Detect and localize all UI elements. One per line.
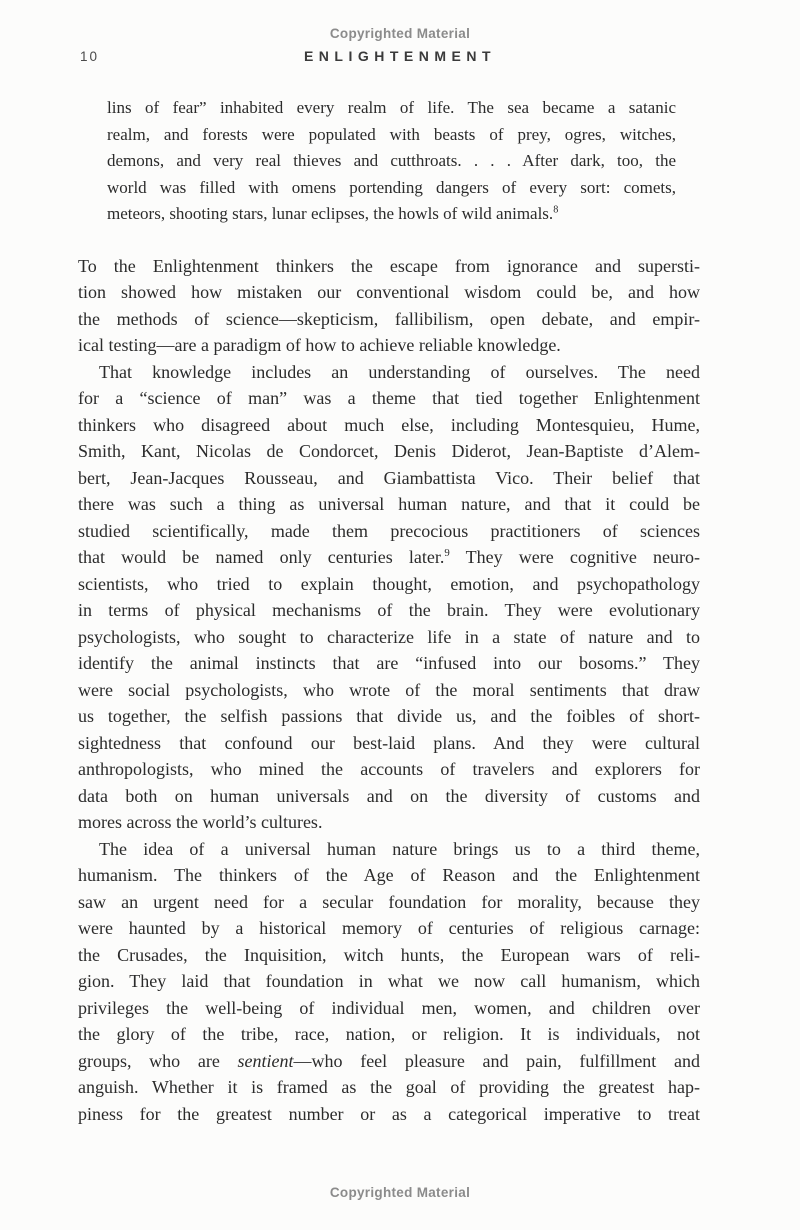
copyright-notice-top: Copyrighted Material [329, 26, 471, 41]
text-line: bert, Jean-Jacques Rousseau, and Giambattista Vico. Their belief that [78, 467, 700, 488]
text-line: Smith, Kant, Nicolas de Condorcet, Denis Diderot, Jean-Baptiste d’Alem- [78, 441, 700, 461]
text-line: To the Enlightenment thinkers the escape from ignorance and supersti- [78, 255, 700, 276]
text-line: sightedness that confound our best-laid plans. And they were cultural [78, 732, 700, 753]
text-line: data both on human universals and on the diversity of customs and [78, 785, 700, 806]
text-line: there was such a thing as universal human nature, and that it could be [78, 494, 700, 514]
text-line: tion showed how mistaken our conventional wisdom could be, and how [78, 282, 700, 302]
text-line: demons, and very real thieves and cutthroats. . . . After dark, too, the [107, 151, 676, 170]
text-line: mores across the world’s cultures. [78, 812, 323, 832]
page-number: 10 [80, 49, 100, 64]
text-line: That knowledge includes an understanding of ourselves. The need [99, 361, 700, 382]
text-line: the methods of science—skepticism, fallibilism, open debate, and empir- [78, 308, 700, 329]
copyright-notice-bottom: Copyrighted Material [329, 1185, 471, 1200]
text-line: groups, who are sentient—who feel pleasure and pain, fulfillment and [78, 1050, 700, 1071]
text-line: lins of fear” inhabited every realm of life. The sea became a satanic [107, 98, 676, 117]
text-line: meteors, shooting stars, lunar eclipses, the howls of wild animals.$^8$ [107, 204, 559, 223]
text-line: for a “science of man” was a theme that tied together Enlightenment [78, 388, 700, 408]
text-line: studied scientifically, made them precocious practitioners of sciences [78, 520, 700, 541]
text-line: the Crusades, the Inquisition, witch hunts, the European wars of reli- [78, 944, 700, 965]
text-line: piness for the greatest number or as a categorical imperative to treat [78, 1103, 700, 1124]
text-line: were haunted by a historical memory of centuries of religious carnage: [78, 918, 700, 938]
footnote-reference: 9 [444, 547, 450, 559]
text-line: were social psychologists, who wrote of the moral sentiments that draw [78, 679, 700, 700]
text-line: anthropologists, who mined the accounts of travelers and explorers for [78, 759, 700, 779]
text-line: scientists, who tried to explain thought, emotion, and psychopathology [78, 573, 700, 594]
paragraph [78, 359, 700, 836]
text-line: thinkers who disagreed about much else, including Montesquieu, Hume, [78, 414, 700, 435]
text-line: anguish. Whether it is framed as the goal of providing the greatest hap- [78, 1077, 700, 1097]
footnote-reference: 8 [553, 204, 559, 216]
text-line: identify the animal instincts that are “infused into our bosoms.” They [78, 653, 700, 673]
text-line: us together, the selfish passions that divide us, and the foibles of short- [78, 706, 700, 726]
text-line: saw an urgent need for a secular foundation for morality, because they [78, 891, 700, 912]
text-line: privileges the well-being of individual men, women, and children over [78, 997, 700, 1018]
text-line: humanism. The thinkers of the Age of Reason and the Enlightenment [78, 865, 700, 885]
text-block [78, 95, 700, 1127]
text-line: in terms of physical mechanisms of the brain. They were evolutionary [78, 600, 700, 620]
text-line: psychologists, who sought to characterize life in a state of nature and to [78, 626, 700, 647]
block-quote [78, 95, 700, 228]
text-line: that would be named only centuries later.$^9$ They were cognitive neuro- [78, 547, 700, 567]
text-line: gion. They laid that foundation in what we now call humanism, which [78, 971, 700, 991]
text-line: realm, and forests were populated with beasts of prey, ogres, witches, [107, 124, 676, 144]
running-header: ENLIGHTENMENT [303, 48, 497, 64]
page-header [0, 48, 800, 68]
text-line: the glory of the tribe, race, nation, or religion. It is individuals, not [78, 1024, 700, 1044]
text-line: The idea of a universal human nature brings us to a third theme, [99, 838, 700, 859]
paragraph [78, 253, 700, 359]
text-line: ical testing—are a paradigm of how to achieve reliable knowledge. [78, 335, 561, 355]
paragraph [78, 836, 700, 1128]
text-line: world was filled with omens portending dangers of every sort: comets, [107, 177, 676, 197]
